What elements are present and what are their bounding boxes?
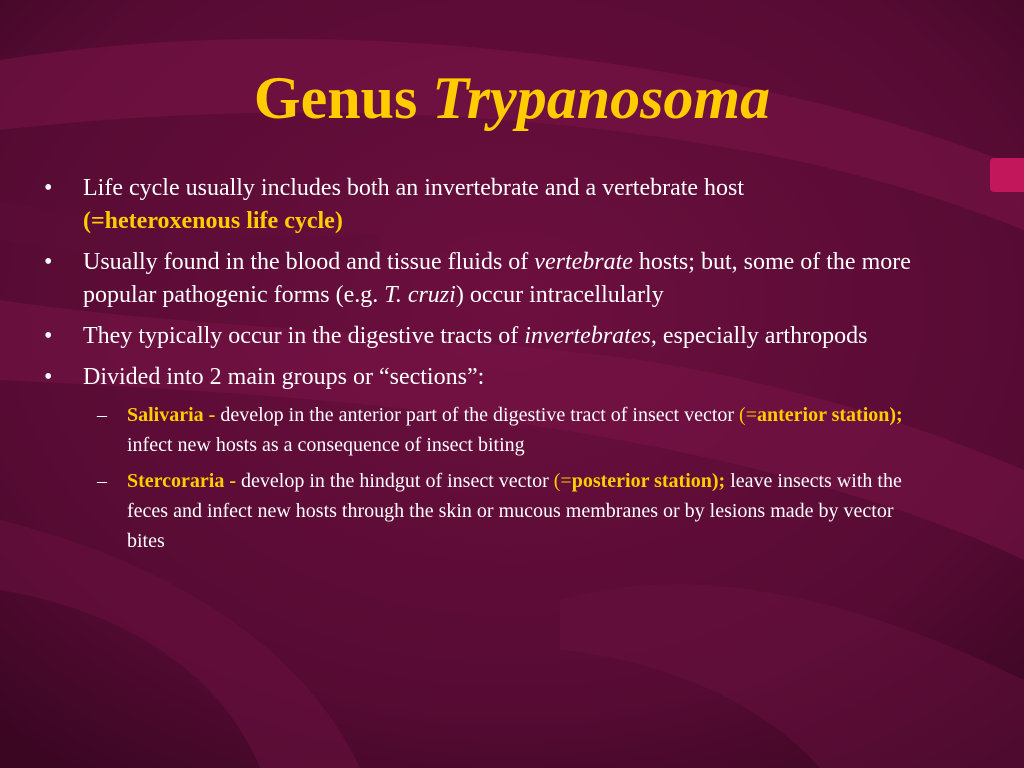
title-regular: Genus [253, 65, 433, 131]
section-paren: (= [553, 470, 572, 492]
bullet-list [44, 172, 944, 564]
bullet-emphasis: T. cruzi [384, 282, 456, 308]
bullet-text: , especially arthropods [650, 323, 868, 349]
bullet-text: hosts; but, some of the more popular pathogenic forms (e.g. [83, 249, 911, 308]
bullet-marker: • [44, 249, 53, 275]
bullet-item [44, 320, 944, 353]
bullet-text: They typically occur in the digestive tracts of [83, 323, 525, 349]
section-station: posterior station); [571, 470, 726, 492]
bullet-emphasis: vertebrate [534, 249, 633, 275]
section-desc: develop in the hindgut of insect vector [241, 470, 554, 492]
section-desc: develop in the anterior part of the digestive tract of insect vector [220, 404, 740, 426]
section-name: Salivaria [127, 404, 204, 426]
bullet-text: Divided into 2 main groups or “sections”: [83, 364, 485, 390]
section-paren: (= [739, 404, 757, 426]
bullet-item [44, 172, 944, 238]
section-station: anterior station); [757, 404, 903, 426]
sub-bullet-item-stercoraria [83, 466, 917, 556]
slide-title [0, 62, 1024, 134]
bullet-emphasis: invertebrates [524, 323, 651, 349]
section-after: infect new hosts as a consequence of insect biting [127, 434, 525, 456]
sub-bullet-list [83, 400, 944, 556]
bullet-marker: • [44, 175, 53, 201]
dash-marker: – [97, 470, 107, 492]
title-italic: Trypanosoma [432, 65, 771, 131]
section-sep: - [224, 470, 242, 492]
bullet-text: Usually found in the blood and tissue fluids of [83, 249, 535, 275]
bullet-marker: • [44, 323, 53, 349]
bullet-item [44, 246, 944, 312]
section-name: Stercoraria [127, 470, 225, 492]
sub-bullet-item-salivaria [83, 400, 917, 460]
bullet-text: ) occur intracellularly [455, 282, 664, 308]
bullet-text: Life cycle usually includes both an invertebrate and a vertebrate host [83, 175, 745, 201]
section-sep: - [203, 404, 221, 426]
bullet-item [44, 361, 944, 556]
section-after: leave insects with the feces and infect new hosts through the skin or mucous membranes or by lesions made by vector bites [127, 470, 902, 552]
dash-marker: – [97, 404, 107, 426]
bullet-highlight: (=heteroxenous life cycle) [83, 208, 343, 234]
bullet-marker: • [44, 364, 53, 390]
